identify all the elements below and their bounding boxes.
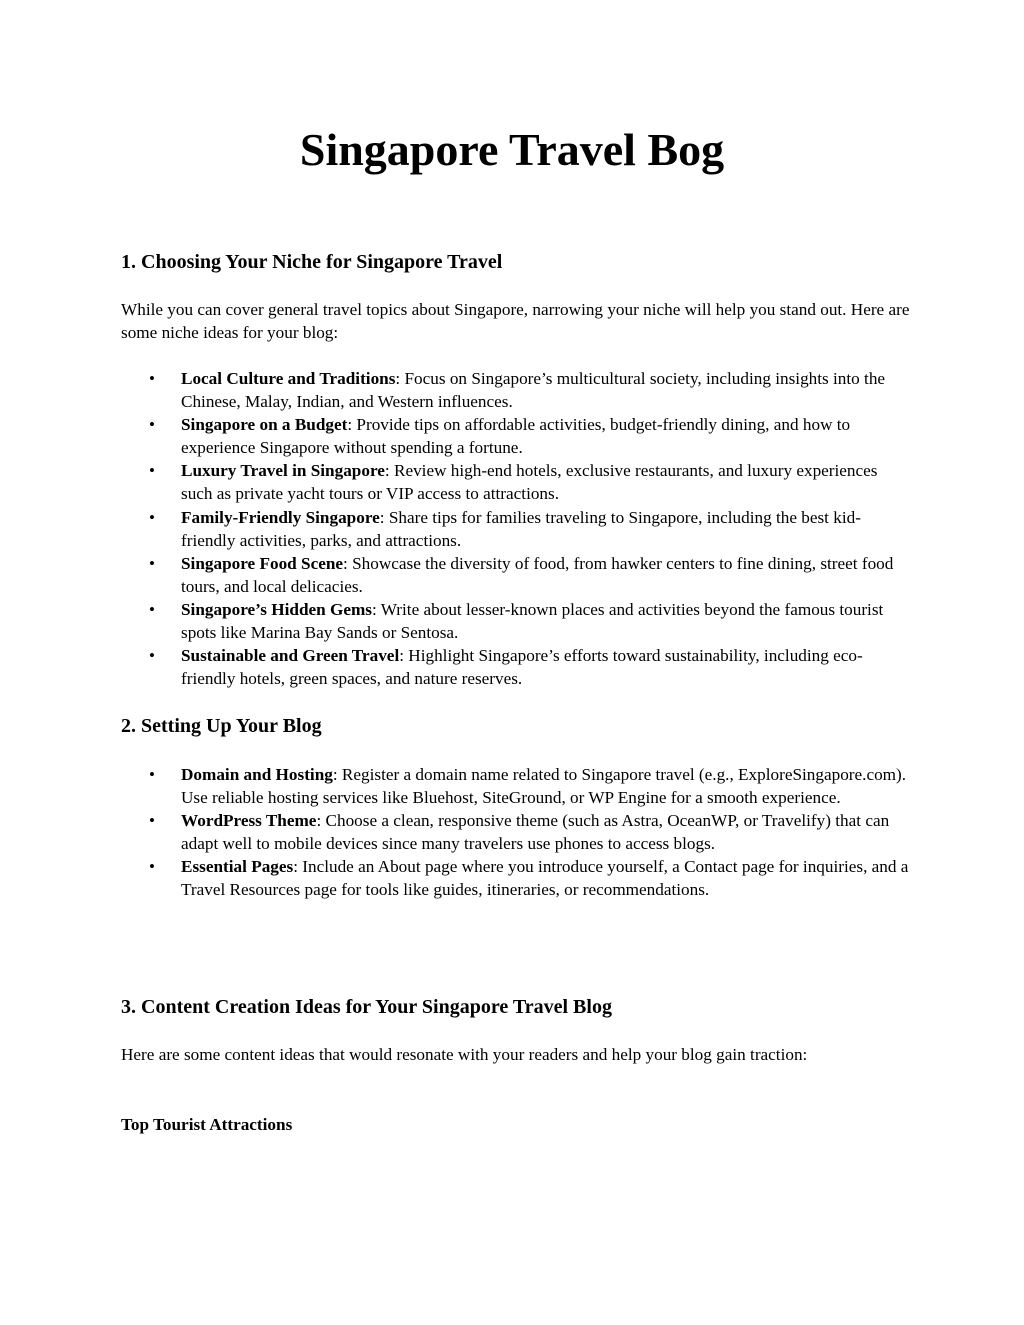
list-item-description: : Share tips for families traveling to Singapore, including the best kid-friendly activities, parks, and attractions. [181,507,861,550]
document-title: Singapore Travel Bog [299,124,725,175]
list-item [121,367,911,413]
bullet-icon: • [149,415,155,435]
list-item-term: Local Culture and Traditions [181,369,396,388]
list-item-term: WordPress Theme [181,811,317,831]
list-item-term: Singapore’s Hidden Gems [181,599,373,619]
bullet-icon: • [149,765,155,784]
list-item-term: Sustainable and Green Travel [181,646,400,666]
list-item-term: Singapore Food Scene [181,553,344,573]
list-item-description: : Highlight Singapore’s efforts toward sustainability, including eco-friendly hotels, green spaces, and nature reserves. [181,646,863,689]
niche-ideas-list [121,367,911,690]
subheading-top-attractions: Top Tourist Attractions [121,1115,293,1134]
bullet-icon: • [149,646,155,666]
list-item-description: : Review high-end hotels, exclusive restaurants, and luxury experiences such as private yacht tours or VIP access to attractions. [181,461,878,504]
list-item-description: : Choose a clean, responsive theme (such as Astra, OceanWP, or Travelify) that can adapt well to mobile devices since many travelers use phones to access blogs. [181,811,890,854]
list-item-term: Domain and Hosting [181,765,333,784]
section-heading-content-ideas: 3. Content Creation Ideas for Your Singapore Travel Blog [121,996,612,1018]
section-heading-setup: 2. Setting Up Your Blog [121,715,322,737]
list-item [121,644,911,690]
bullet-icon: • [149,369,155,388]
section-intro-niche: While you can cover general travel topics about Singapore, narrowing your niche will help you stand out. Here are some niche ideas for your blog: [121,300,910,342]
bullet-icon: • [149,811,155,831]
list-item-description: : Register a domain name related to Singapore travel (e.g., ExploreSingapore.com). Use reliable hosting services like Bluehost, SiteGround, or WP Engine for a smooth experience. [181,765,907,808]
bullet-icon: • [149,553,155,573]
list-item-description: : Provide tips on affordable activities, budget-friendly dining, and how to experience Singapore without spending a fortune. [181,415,851,458]
list-item-description: : Focus on Singapore’s multicultural society, including insights into the Chinese, Malay, Indian, and Western influences. [181,369,886,412]
list-item [121,506,911,552]
list-item-description: : Write about lesser-known places and activities beyond the famous tourist spots like Marina Bay Sands or Sentosa. [181,599,884,643]
section-intro-content-ideas: Here are some content ideas that would resonate with your readers and help your blog gain traction: [121,1045,808,1064]
bullet-icon: • [149,857,155,877]
list-item-description: : Include an About page where you introduce yourself, a Contact page for inquiries, and a Travel Resources page for tools like guides, itineraries, or recommendations. [181,857,909,900]
bullet-icon: • [149,461,155,481]
list-item-term: Luxury Travel in Singapore [181,461,385,481]
list-item [121,552,911,598]
bullet-icon: • [149,599,155,619]
setup-steps-list [121,763,911,902]
list-item [121,763,911,809]
list-item-term: Essential Pages [181,857,294,877]
list-item [121,809,911,855]
list-item [121,598,911,644]
section-heading-niche: 1. Choosing Your Niche for Singapore Travel [121,251,503,273]
list-item [121,413,911,459]
list-item [121,459,911,505]
list-item-term: Family-Friendly Singapore [181,507,380,527]
bullet-icon: • [149,507,155,527]
list-item-description: : Showcase the diversity of food, from hawker centers to fine dining, street food tours, and local delicacies. [181,553,894,596]
list-item-term: Singapore on a Budget [181,415,348,435]
list-item [121,855,911,901]
